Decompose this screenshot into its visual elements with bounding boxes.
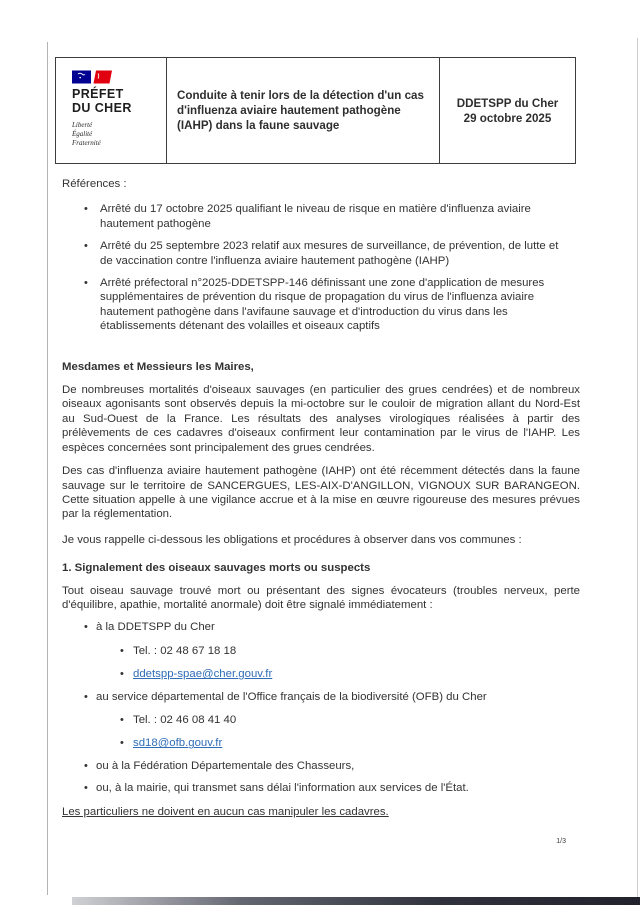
contact-sublist xyxy=(96,713,580,751)
paragraph-mortalities: De nombreuses mortalités d'oiseaux sauvages (en particulier des grues cendrées) et de nombreux oiseaux agonisants sont observés depuis la mi-octobre sur le couloir de migration allant du Nord-Est au Sud-Ouest de la France. Les résultats des analyses virologiques réalisées à partir des prélèvements de ces cadavres d'oiseaux confirment leur contamination par le virus de l'IAHP. Les espèces concernées sont principalement des grues cendrées. xyxy=(62,384,580,454)
prefecture-logo xyxy=(56,58,167,163)
contact-label: ou, à la mairie, qui transmet sans délai l'information aux services de l'État. xyxy=(96,782,469,795)
contact-label: à la DDETSPP du Cher xyxy=(96,621,215,634)
document-date: 29 octobre 2025 xyxy=(463,111,552,125)
salutation: Mesdames et Messieurs les Maires, xyxy=(62,360,254,373)
scan-edge-right xyxy=(637,38,638,898)
contact-email-item xyxy=(96,667,580,681)
scan-bottom-shadow xyxy=(72,897,640,905)
motto xyxy=(72,121,160,148)
prefet-line2: DU CHER xyxy=(72,100,132,115)
scan-edge-left xyxy=(47,42,48,895)
paragraph-detected-cases: Des cas d'influenza aviaire hautement pathogène (IAHP) ont été récemment détectés dans la faune sauvage sur le territoire de SANCERGUES, LES-AIX-D'ANGILLON, VIGNOUX SUR BARANGEON. Cette situation appelle à une vigilance accrue et à la mise en œuvre rigoureuse des mesures prévues par la réglementation. xyxy=(62,465,580,521)
letter-body xyxy=(62,164,580,819)
reference-item: • Arrêté préfectoral n°2025-DDETSPP-146 définissant une zone d'application de mesures supplémentaires de prévention du risque de propagation du virus de l'influenza aviaire hautement pathogène dans l'avifaune sauvage et d'introduction du virus dans les établissements détenant des volailles et oiseaux captifs xyxy=(62,276,580,334)
email-link-ddetspp[interactable]: ddetspp-spae@cher.gouv.fr xyxy=(133,668,273,681)
service-name: DDETSPP du Cher xyxy=(456,96,559,110)
prefet-line1: PRÉFET xyxy=(72,87,124,101)
contact-label: au service départemental de l'Office français de la biodiversité (OFB) du Cher xyxy=(96,690,487,703)
references-label: Références : xyxy=(62,178,127,190)
contact-list xyxy=(62,620,580,795)
motto-liberte: Liberté xyxy=(72,121,93,129)
phone-number: • Tel. : 02 46 08 41 40 xyxy=(96,713,580,727)
french-flag-icon xyxy=(72,70,114,84)
header-table xyxy=(55,57,576,164)
reference-item: • Arrêté du 17 octobre 2025 qualifiant le niveau de risque en matière d'influenza aviaire hautement pathogène xyxy=(62,202,580,231)
contact-item-ofb xyxy=(62,690,580,751)
section-heading-signalement: 1. Signalement des oiseaux sauvages morts ou suspects xyxy=(62,562,371,575)
references-list xyxy=(62,202,580,333)
motto-fraternite: Fraternité xyxy=(72,139,101,147)
email-link-ofb[interactable]: sd18@ofb.gouv.fr xyxy=(133,737,223,750)
page-number: 1/3 xyxy=(556,838,566,845)
contact-item-federation xyxy=(62,759,580,773)
contact-item-mairie xyxy=(62,781,580,795)
contact-sublist xyxy=(96,644,580,682)
contact-label: ou à la Fédération Départementale des Chasseurs, xyxy=(96,759,355,772)
paragraph-reporting-instructions: Tout oiseau sauvage trouvé mort ou présentant des signes évocateurs (troubles nerveux, perte d'équilibre, apathie, mortalité anormale) doit être signalé immédiatement : xyxy=(62,584,580,611)
motto-egalite: Égalité xyxy=(72,130,93,138)
paragraph-reminder: Je vous rappelle ci-dessous les obligations et procédures à observer dans vos communes : xyxy=(62,533,522,546)
phone-number: • Tel. : 02 48 67 18 18 xyxy=(96,644,580,658)
document-title-cell xyxy=(167,58,440,163)
service-date-cell xyxy=(440,58,575,163)
warning-statement: Les particuliers ne doivent en aucun cas manipuler les cadavres. xyxy=(62,805,389,818)
reference-item: • Arrêté du 25 septembre 2023 relatif aux mesures de surveillance, de prévention, de lutte et de vaccination contre l'influenza aviaire hautement pathogène (IAHP) xyxy=(62,239,580,268)
contact-email-item xyxy=(96,736,580,750)
contact-item-ddetspp xyxy=(62,620,580,681)
document-title: Conduite à tenir lors de la détection d'un cas d'influenza aviaire hautement pathogène (IAHP) dans la faune sauvage xyxy=(177,89,424,132)
